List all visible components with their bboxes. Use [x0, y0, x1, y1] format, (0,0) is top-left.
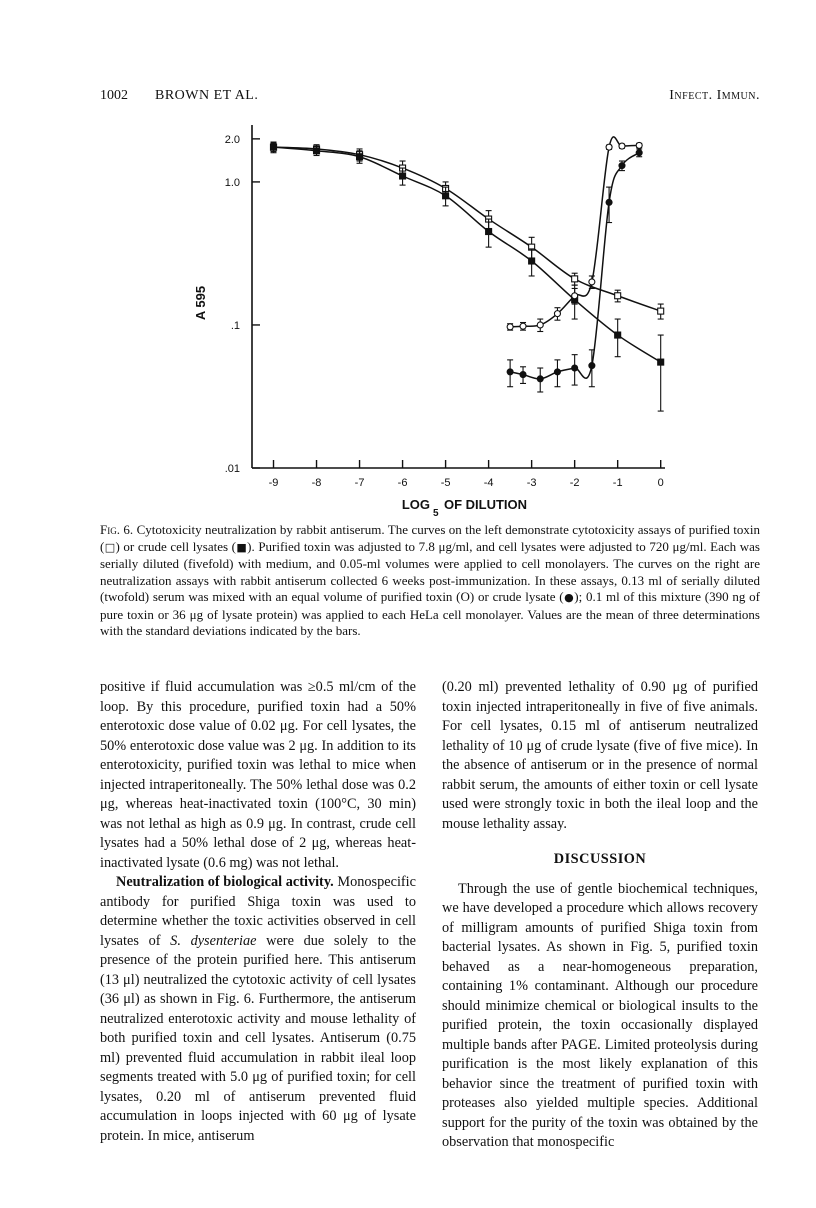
- data-point: [619, 163, 625, 169]
- filled-circle-symbol: ●: [563, 591, 575, 604]
- data-point: [572, 293, 578, 299]
- figure-6-chart: [0, 110, 816, 520]
- x-axis-label-suffix: OF DILUTION: [444, 497, 528, 512]
- data-point: [443, 193, 449, 199]
- series-1: [271, 142, 664, 319]
- discussion-heading: DISCUSSION: [553, 851, 647, 867]
- running-header: [100, 88, 760, 108]
- data-point: [572, 365, 578, 371]
- left-paragraph-1: positive if fluid accumulation was ≥0.5 ml/cm of the loop. By this procedure, purified toxin had a 50% enterotoxic dose value of 0.02 μg. For cell lysates, the 50% enterotoxic dose value was 2 μg. In addition to its enterotoxicity, purified toxin was lethal to mice when injected intraperitoneally. The 50% lethal dose was 0.2 μg, whereas heat-inactivated toxin (100°C, 30 min) was not lethal as high as 0.9 μg. In contrast, crude cell lysates had a 50% lethal dose of 2 μg, whereas heat-inactivated lysate (0.6 mg) was not lethal.: [100, 679, 416, 871]
- right-paragraph-2: Through the use of gentle biochemical techniques, we have developed a procedure which allows recovery of milligram amounts of purified Shiga toxin from bacterial lysates. As shown in Fig. 5, purified toxin behaved as a near-homogeneous preparation, containing 1% contaminant. Although our procedure should minimize chemical or biological insults to the purified protein, the toxin occasionally displayed multiple bands after PAGE. Limited proteolysis during purification is the most likely explanation of this behavior since the treatment of purified toxin with proteases also yielded multiple species. Additional support for the purity of the toxin was obtained by the observation that monospecific: [442, 880, 758, 1150]
- data-point: [520, 323, 526, 329]
- caption-text-2: ) or crude cell lysates (: [115, 538, 237, 554]
- right-paragraph-1: (0.20 ml) prevented lethality of 0.90 μg of purified toxin injected intraperitoneally in five of five animals. For cell lysates, 0.15 ml of antiserum neutralized lethality of 10 μg of crude lysate (five of five mice). In the absence of antiserum or in the presence of normal rabbit serum, the amounts of either toxin or cell lysate used were strongly toxic in both the ileal loop and the mouse lethality assay.: [442, 679, 758, 832]
- figure-label: Fig. 6.: [100, 522, 134, 537]
- data-point: [589, 363, 595, 369]
- y-tick-label: .1: [230, 319, 240, 332]
- caption-text-5: ); 0.1 ml of this mixture (390 ng of pure toxin or 36 μg of lysate protein) was applied to each HeLa cell monolayer. Values are the mean of three determinations with the standard deviations indicated by the bars.: [100, 589, 760, 638]
- data-point: [615, 332, 621, 338]
- data-point: [658, 308, 664, 314]
- data-point: [357, 154, 363, 160]
- x-tick-label: -2: [569, 477, 580, 489]
- y-tick-label: 2.0: [224, 133, 240, 146]
- filled-square-symbol: ■: [236, 540, 248, 554]
- data-point: [520, 372, 526, 378]
- data-point: [615, 293, 621, 299]
- data-point: [606, 144, 612, 150]
- open-circle-symbol: O: [460, 589, 470, 604]
- data-point: [314, 148, 320, 154]
- series-line: [510, 153, 639, 379]
- caption-text-3: ). Purified toxin was adjusted to 7.8 μg/ml, and cell lysates were adjusted to 720 μg/ml. Each was serially diluted (fivefold) with medium, and 0.05-ml volumes were applied to cell monolayers. The curves on the right are neutralization assays with rabbit antiserum collected 6 weeks post-immunization. In these assays, 0.13 ml of serially diluted (twofold) serum was mixed with an equal volume of purified toxin (: [100, 538, 760, 604]
- x-tick-label: -8: [311, 477, 322, 489]
- x-tick-label: -9: [268, 477, 279, 489]
- data-point: [400, 173, 406, 179]
- data-point: [537, 376, 543, 382]
- data-point: [619, 143, 625, 149]
- x-axis-label-subscript: 5: [433, 508, 439, 519]
- x-axis-label: LOG: [401, 497, 430, 512]
- series-line: [274, 147, 661, 311]
- x-tick-label: -3: [526, 477, 537, 489]
- section-run-in-heading: Neutralization of biological activity.: [116, 874, 334, 890]
- species-name: S. dysenteriae: [170, 932, 257, 949]
- data-point: [606, 199, 612, 205]
- running-authors: BROWN ET AL.: [155, 88, 259, 103]
- data-point: [589, 279, 595, 285]
- data-point: [554, 369, 560, 375]
- data-point: [636, 150, 642, 156]
- data-point: [529, 258, 535, 264]
- series-line: [274, 147, 661, 362]
- data-point: [537, 322, 543, 328]
- x-tick-label: -6: [397, 477, 408, 489]
- chart-series: [271, 137, 664, 411]
- data-point: [507, 369, 513, 375]
- caption-text-4: ) or crude lysate (: [469, 589, 564, 604]
- left-paragraph-2-text-b: were due solely to the presence of the protein purified here. This antiserum (13 μl) neutralized the cytotoxic activity of cell lysates (36 μl) as shown in Fig. 6. Furthermore, the antiserum neutralized enterotoxic activity and mouse lethality of both purified toxin and cell lysates. Antiserum (0.75 ml) prevented fluid accumulation in rabbit ileal loop segments treated with 5.0 μg of purified toxin; for cell lysates, 0.20 ml of antiserum prevented fluid accumulation in loops injected with 60 μg of lysate protein. In mice, antiserum: [100, 932, 416, 1144]
- y-axis-label: A 595: [193, 285, 208, 321]
- x-tick-label: -1: [612, 477, 623, 489]
- data-point: [658, 359, 664, 365]
- page-number: 1002: [100, 88, 128, 103]
- y-tick-label: 1.0: [224, 176, 240, 189]
- left-paragraph-2-text-a: Monospecific antibody for purified Shiga toxin was used to determine whether the toxic activities observed in cell lysates of: [100, 874, 417, 949]
- right-column: [442, 678, 758, 1153]
- x-tick-label: -5: [440, 477, 451, 489]
- figure-caption: [100, 522, 760, 640]
- data-point: [554, 311, 560, 317]
- x-axis-ticks: [269, 460, 664, 489]
- left-paragraph-2: [100, 873, 416, 1146]
- data-point: [636, 142, 642, 148]
- chart-axes: [252, 125, 665, 468]
- left-column: [100, 678, 416, 1146]
- y-axis-ticks: [225, 134, 260, 475]
- caption-text-1: Cytotoxicity neutralization by rabbit antiserum. The curves on the left demonstrate cytotoxicity assays of purified toxin (: [100, 522, 761, 554]
- data-point: [486, 229, 492, 235]
- journal-name: Infect. Immun.: [669, 88, 760, 103]
- data-point: [572, 276, 578, 282]
- x-tick-label: -7: [354, 477, 365, 489]
- x-tick-label: 0: [657, 477, 664, 489]
- series-4: [507, 149, 642, 392]
- data-point: [271, 144, 277, 150]
- y-tick-label: .01: [224, 463, 240, 475]
- x-tick-label: -4: [483, 477, 494, 489]
- open-square-symbol: □: [104, 540, 116, 554]
- data-point: [507, 324, 513, 330]
